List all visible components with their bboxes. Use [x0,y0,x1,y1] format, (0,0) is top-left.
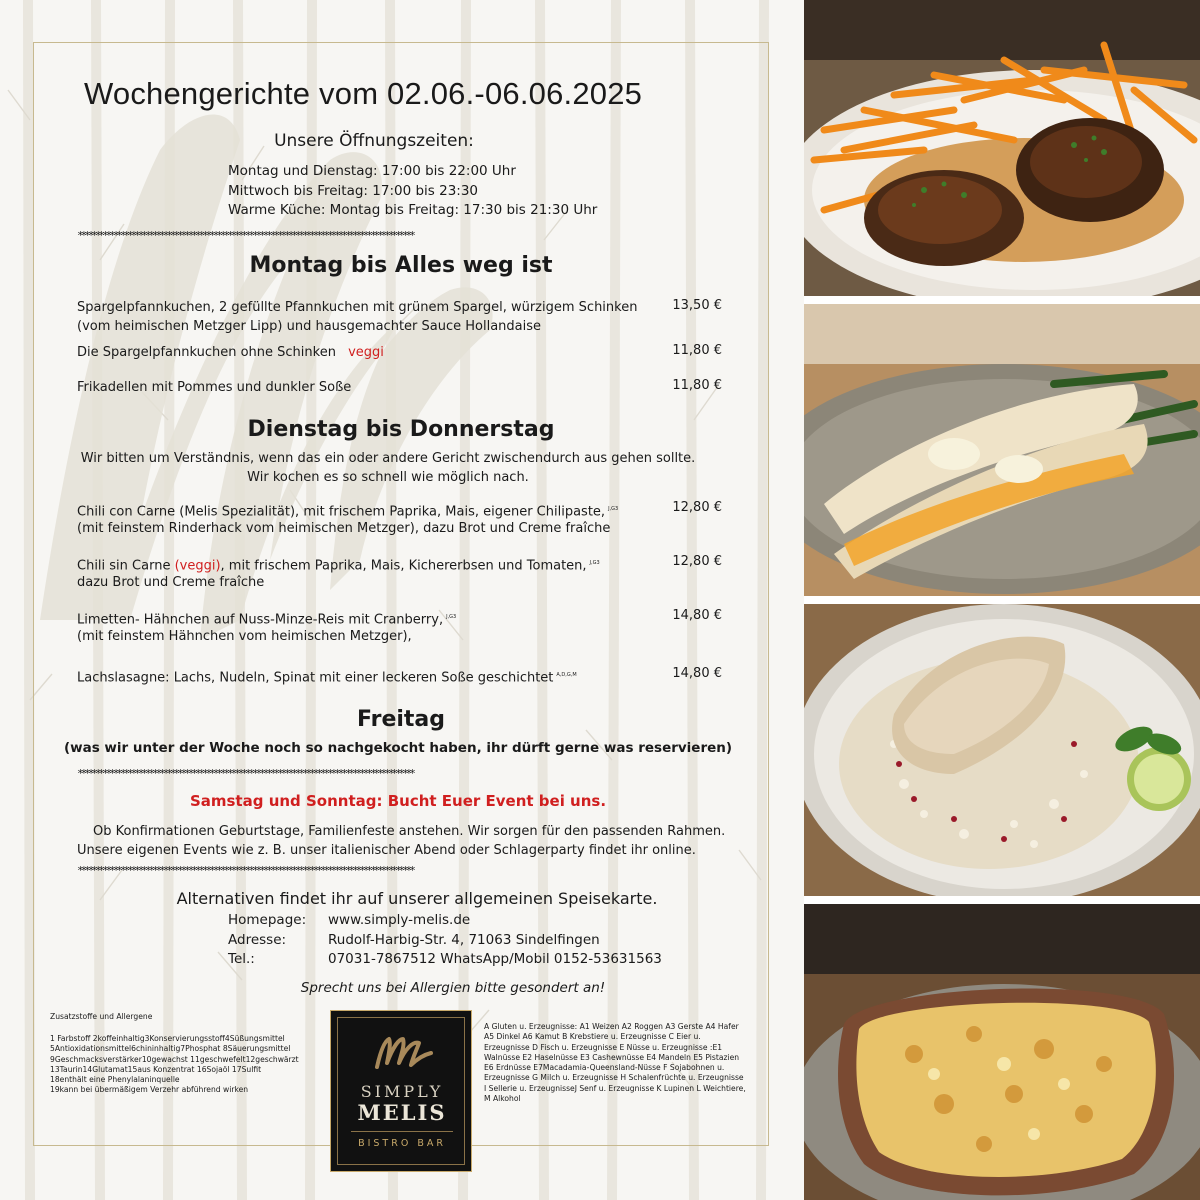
logo-text-simply: SIMPLY [360,1082,444,1101]
additives-heading: Zusatzstoffe und Allergene [50,1012,153,1021]
menu-item-text: (mit feinstem Rinderhack vom heimischen Metzger), dazu Brot und Creme fraîche [77,521,611,536]
additives-line: 13Taurin14Glutamat15aus Konzentrat 16Sojaöl 17Sulfit [50,1064,262,1074]
weekend-heading: Samstag und Sonntag: Bucht Euer Event bei uns. [189,792,607,810]
menu-item-text: (mit feinstem Hähnchen vom heimischen Metzger), [77,629,412,644]
friday-subtitle: (was wir unter der Woche noch so nachgekocht haben, ihr dürft gerne was reservieren) [63,740,733,756]
frikadellen-photo [804,0,1200,296]
menu-item-name: Limetten- Hähnchen auf Nuss-Minze-Reis mit Cranberry, [77,612,444,628]
homepage-label: Homepage: [228,912,307,928]
menu-item-price: 12,80 € [672,500,722,515]
menu-item-text [77,343,384,362]
menu-item-name: Die Spargelpfannkuchen ohne Schinken [77,345,336,360]
menu-item-text: (vom heimischen Metzger Lipp) und hausgemachter Sauce Hollandaise [77,319,542,334]
divider: ********************************************************************************************** [77,229,413,242]
menu-item-name: Chili con Carne (Melis Spezialität), mit frischem Paprika, Mais, eigener Chilipaste, [77,504,606,520]
homepage-link[interactable]: www.simply-melis.de [328,912,471,928]
logo-text-melis: MELIS [357,1100,447,1125]
menu-item-text [77,666,577,687]
address-value: Rudolf-Harbig-Str. 4, 71063 Sindelfingen [328,932,600,948]
logo-text-bistro: BISTRO BAR [358,1138,446,1149]
menu-item-price: 11,80 € [672,378,722,393]
additives-line: 5Antioxidationsmittel6chininhaltig7Phosphat 8Säuerungsmittel [50,1044,291,1054]
section-heading-friday: Freitag [356,707,446,732]
allergen-codes: J,G3 [608,506,619,512]
additives-line: 1 Farbstoff 2koffeinhaltig3Konservierungsstoff4Süßungsmittel [50,1034,285,1043]
allergen-codes: J,G3 [446,614,457,620]
divider: ********************************************************************************************** [77,767,413,780]
veggi-tag: (veggi) [174,558,221,574]
menu-item-name: Chili sin Carne [77,558,175,574]
opening-hours-row: Montag und Dienstag: 17:00 bis 22:00 Uhr [228,163,516,179]
weekend-text: Ob Konfirmationen Geburtstage, Familienfeste anstehen. Wir sorgen für den passenden Rahmen. [93,824,726,839]
menu-item-text: Frikadellen mit Pommes und dunkler Soße [77,380,352,395]
additives-line: 19kann bei übermäßigem Verzehr abführend wirken [50,1085,249,1095]
weekend-text: Unsere eigenen Events wie z. B. unser italienischer Abend oder Schlagerparty findet ihr online. [77,843,696,858]
phone-label: Tel.: [228,951,255,967]
veggi-tag: veggi [348,345,384,360]
menu-item-price: 14,80 € [672,608,722,623]
menu-item-price: 11,80 € [672,343,722,358]
menu-item-name: , mit frischem Paprika, Mais, Kichererbsen und Tomaten, [220,558,587,574]
allergy-note: Sprecht uns bei Allergien bitte gesondert an! [300,980,606,996]
limetten-haehnchen-photo [804,604,1200,896]
menu-item-price: 13,50 € [672,298,722,313]
phone-value: 07031-7867512 WhatsApp/Mobil 0152-53631563 [328,951,662,967]
additives-line: 9Geschmacksverstärker10gewachst 11geschwefelt12geschwärzt [50,1054,299,1064]
menu-item-price: 12,80 € [672,554,722,569]
divider: ********************************************************************************************** [77,864,413,877]
allergen-codes: J,G3 [589,560,600,566]
page-title: Wochengerichte vom 02.06.-06.06.2025 [84,76,643,111]
alternatives-heading: Alternativen findet ihr auf unserer allgemeinen Speisekarte. [176,889,658,908]
simply-melis-logo [330,1010,472,1172]
additives-line: 18enthält eine Phenylalaninquelle [50,1075,180,1085]
menu-item-price: 14,80 € [672,666,722,681]
m-brush-logo-icon [371,1027,433,1077]
allergen-codes: A,D,G,M [556,672,577,678]
address-label: Adresse: [228,932,287,948]
section-heading-tue-thu: Dienstag bis Donnerstag [247,417,555,442]
opening-hours-row: Mittwoch bis Freitag: 17:00 bis 23:30 [228,183,479,199]
menu-item-name: Lachslasagne: Lachs, Nudeln, Spinat mit einer leckeren Soße geschichtet [77,670,554,686]
lachslasagne-photo [804,904,1200,1200]
logo-divider [351,1131,453,1132]
menu-item-text: Spargelpfannkuchen, 2 gefüllte Pfannkuchen mit grünem Spargel, würzigem Schinken [77,300,638,315]
section-heading-monday: Montag bis Alles weg ist [249,253,553,278]
section-note: Wir bitten um Verständnis, wenn das ein oder andere Gericht zwischendurch aus gehen sollte. [80,451,696,466]
allergens-legend: A Gluten u. Erzeugnisse: A1 Weizen A2 Roggen A3 Gerste A4 Hafer A5 Dinkel A6 Kamut B Krebstiere u. Erzeugnisse C Eier u. Erzeugnisse D Fisch u. Erzeugnisse E Nüsse u. Erzeugnisse :E1 Walnüsse E2 Haselnüsse E3 Cashewnüsse E4 Mandeln E5 Pistazien E6 Erdnüsse E7Macadamia-Queensland-Nüsse F Sojabohnen u. Erzeugnisse G Milch u. Erzeugnisse H Schalenfrüchte u. Erzeugnisse I Sellerie u. ErzeugnisseJ Senf u. Erzeugnisse K Lupinen L Weichtiere, M Alkohol [484,1022,746,1104]
opening-hours-row: Warme Küche: Montag bis Freitag: 17:30 bis 21:30 Uhr [228,202,598,218]
section-note: Wir kochen es so schnell wie möglich nach. [247,470,529,485]
opening-hours-heading: Unsere Öffnungszeiten: [274,131,474,151]
additives-list [50,1034,320,1096]
menu-item-text: dazu Brot und Creme fraîche [77,575,265,590]
spargelpfannkuchen-photo [804,304,1200,596]
